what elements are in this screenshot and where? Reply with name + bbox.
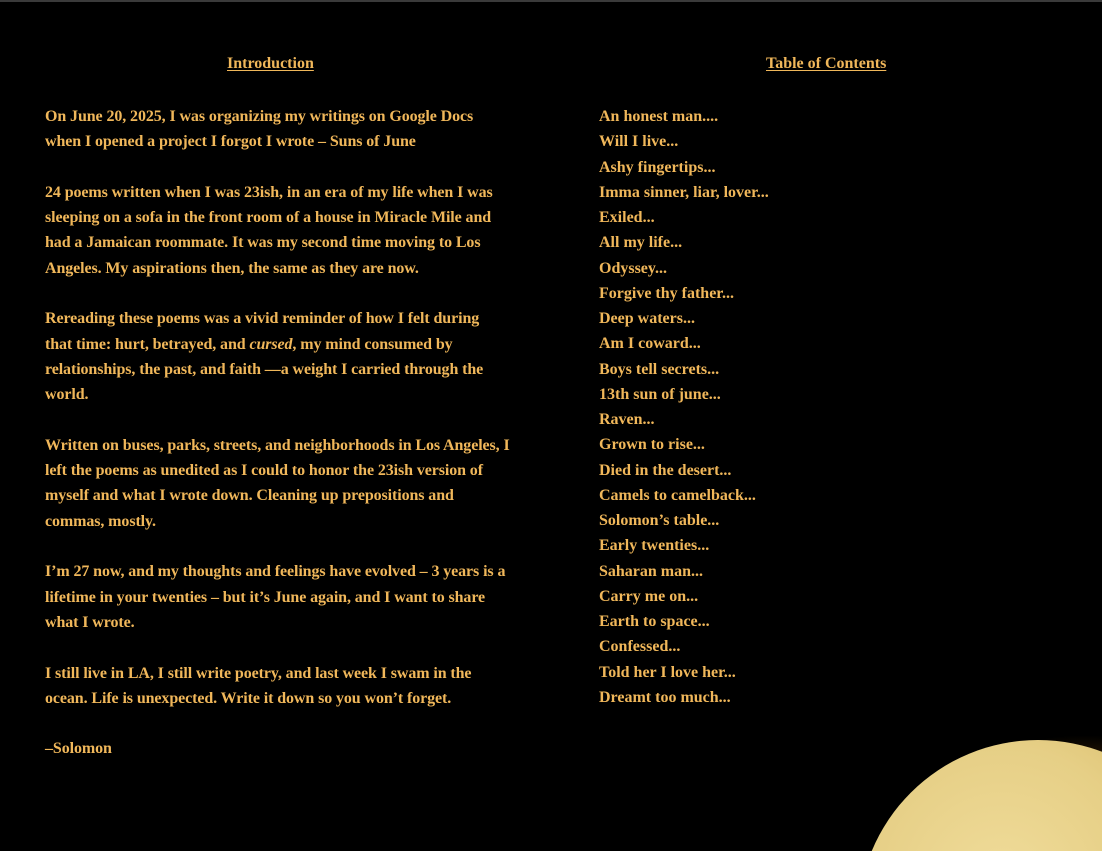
intro-paragraph-3 [45, 306, 510, 407]
toc-item: Dreamt too much... [599, 688, 731, 706]
toc-item: Confessed... [599, 638, 681, 656]
toc-item: Boys tell secrets... [599, 360, 720, 378]
introduction-body [45, 104, 510, 762]
italic-word: cursed [249, 335, 293, 353]
intro-paragraph-5: I’m 27 now, and my thoughts and feelings have evolved – 3 years is a lifetime in your twenties – but it’s June again, and I want to share what I wrote. [45, 563, 506, 631]
toc-item: Grown to rise... [599, 436, 705, 454]
toc-item: An honest man.... [599, 108, 719, 125]
intro-paragraph-6: I still live in LA, I still write poetry, and last week I swam in the ocean. Life is unexpected. Write it down so you won’t forget. [45, 664, 472, 707]
toc-item: Exiled... [599, 209, 655, 226]
table-of-contents-list [599, 104, 769, 710]
intro-paragraph-2: 24 poems written when I was 23ish, in an era of my life when I was sleeping on a sofa in the front room of a house in Miracle Mile and had a Jamaican roommate. It was my second time moving to Los Angeles. My aspirations then, the same as they are now. [45, 183, 493, 277]
toc-item: Camels to camelback... [599, 486, 756, 504]
signature: –Solomon [45, 740, 112, 758]
intro-paragraph-3-end: , my mind consumed by relationships, the past, and faith —a weight I carried through the world. [45, 335, 484, 404]
intro-paragraph-4: Written on buses, parks, streets, and neighborhoods in Los Angeles, I left the poems as unedited as I could to honor the 23ish version of myself and what I wrote down. Cleaning up prepositions and commas, mostly. [45, 436, 510, 530]
toc-item: Raven... [599, 411, 655, 428]
table-of-contents-heading: Table of Contents [766, 55, 887, 72]
toc-item: All my life... [599, 234, 683, 252]
intro-paragraph-1: On June 20, 2025, I was organizing my writings on Google Docs when I opened a project I forgot I wrote – Suns of June [45, 108, 474, 151]
toc-item: Carry me on... [599, 587, 699, 605]
toc-item: Saharan man... [599, 562, 704, 580]
toc-item: 13th sun of june... [599, 385, 721, 403]
toc-item: Forgive thy father... [599, 284, 734, 302]
toc-item: Will I live... [599, 133, 679, 151]
toc-item: Am I coward... [599, 335, 701, 353]
toc-item: Early twenties... [599, 537, 710, 555]
toc-item: Imma sinner, liar, lover... [599, 183, 769, 201]
toc-item: Earth to space... [599, 613, 710, 630]
toc-item: Ashy fingertips... [599, 158, 716, 176]
toc-item: Solomon’s table... [599, 512, 720, 529]
toc-item: Odyssey... [599, 259, 668, 277]
toc-item: Died in the desert... [599, 461, 732, 479]
intro-paragraph-3-start: Rereading these poems was a vivid reminder of how I felt during that time: hurt, betrayed, and [45, 310, 480, 353]
introduction-heading: Introduction [227, 55, 314, 72]
toc-item: Deep waters... [599, 310, 695, 327]
toc-item: Told her I love her... [599, 663, 736, 681]
